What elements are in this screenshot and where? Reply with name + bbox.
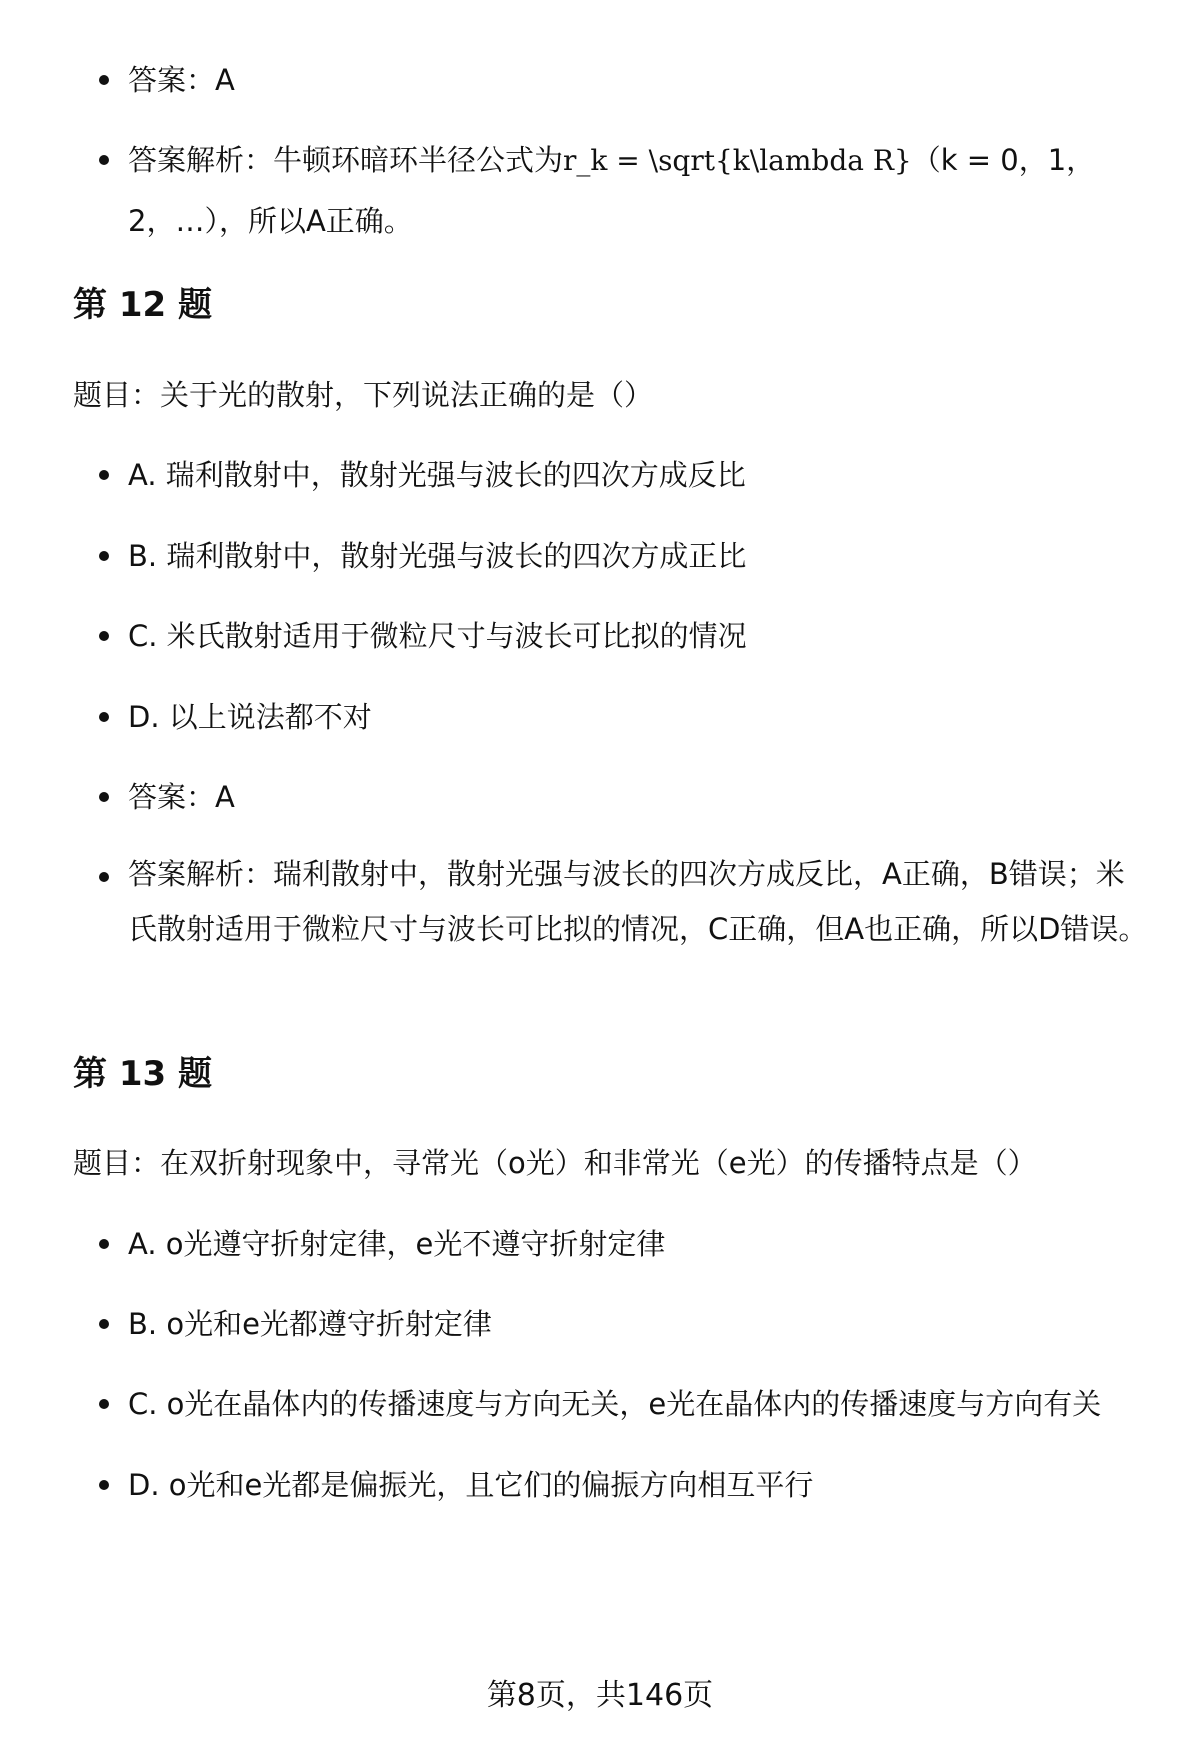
option-label: D. 以上说法都不对 <box>128 700 372 734</box>
q13-option-b <box>128 1294 1153 1355</box>
question-12-heading: 第 12 题 <box>73 285 212 325</box>
explanation-item <box>128 130 1153 252</box>
answer-text: 答案：A <box>128 780 235 814</box>
explanation-prefix: 答案解析：牛顿环暗环半径公式为 <box>128 143 564 177</box>
explanation-suffix: （k = 0，1，2，…），所以A正确。 <box>128 143 1096 238</box>
option-label: C. o光在晶体内的传播速度与方向无关，e光在晶体内的传播速度与方向有关 <box>128 1387 1102 1421</box>
option-label: B. o光和e光都遵守折射定律 <box>128 1307 492 1341</box>
question-13-text: 题目：在双折射现象中，寻常光（o光）和非常光（e光）的传播特点是（） <box>73 1146 1037 1180</box>
q12-explanation <box>128 847 1153 957</box>
option-label: A. 瑞利散射中，散射光强与波长的四次方成反比 <box>128 458 746 492</box>
q12-option-a <box>128 445 1153 506</box>
explanation-formula: r_k = \sqrt{k\lambda R} <box>563 144 912 177</box>
option-label: D. o光和e光都是偏振光，且它们的偏振方向相互平行 <box>128 1468 814 1502</box>
q13-option-c <box>128 1374 1153 1435</box>
answer-item <box>128 50 1153 111</box>
q13-option-a <box>128 1214 1153 1275</box>
answer-text: 答案：A <box>128 63 235 97</box>
q12-option-c <box>128 606 1153 667</box>
explanation-text: 答案解析：瑞利散射中，散射光强与波长的四次方成反比，A正确，B错误；米氏散射适用于微粒尺寸与波长可比拟的情况，C正确，但A也正确，所以D错误。 <box>128 857 1148 946</box>
option-label: B. 瑞利散射中，散射光强与波长的四次方成正比 <box>128 539 747 573</box>
question-13-heading: 第 13 题 <box>73 1054 212 1094</box>
option-label: C. 米氏散射适用于微粒尺寸与波长可比拟的情况 <box>128 619 747 653</box>
q13-option-d <box>128 1455 1153 1516</box>
q12-option-b <box>128 526 1153 587</box>
option-label: A. o光遵守折射定律，e光不遵守折射定律 <box>128 1227 666 1261</box>
q12-answer <box>128 767 1153 828</box>
page-number-footer: 第8页，共146页 <box>486 1678 714 1713</box>
q12-option-d <box>128 687 1153 748</box>
question-12-text: 题目：关于光的散射，下列说法正确的是（） <box>73 378 654 412</box>
